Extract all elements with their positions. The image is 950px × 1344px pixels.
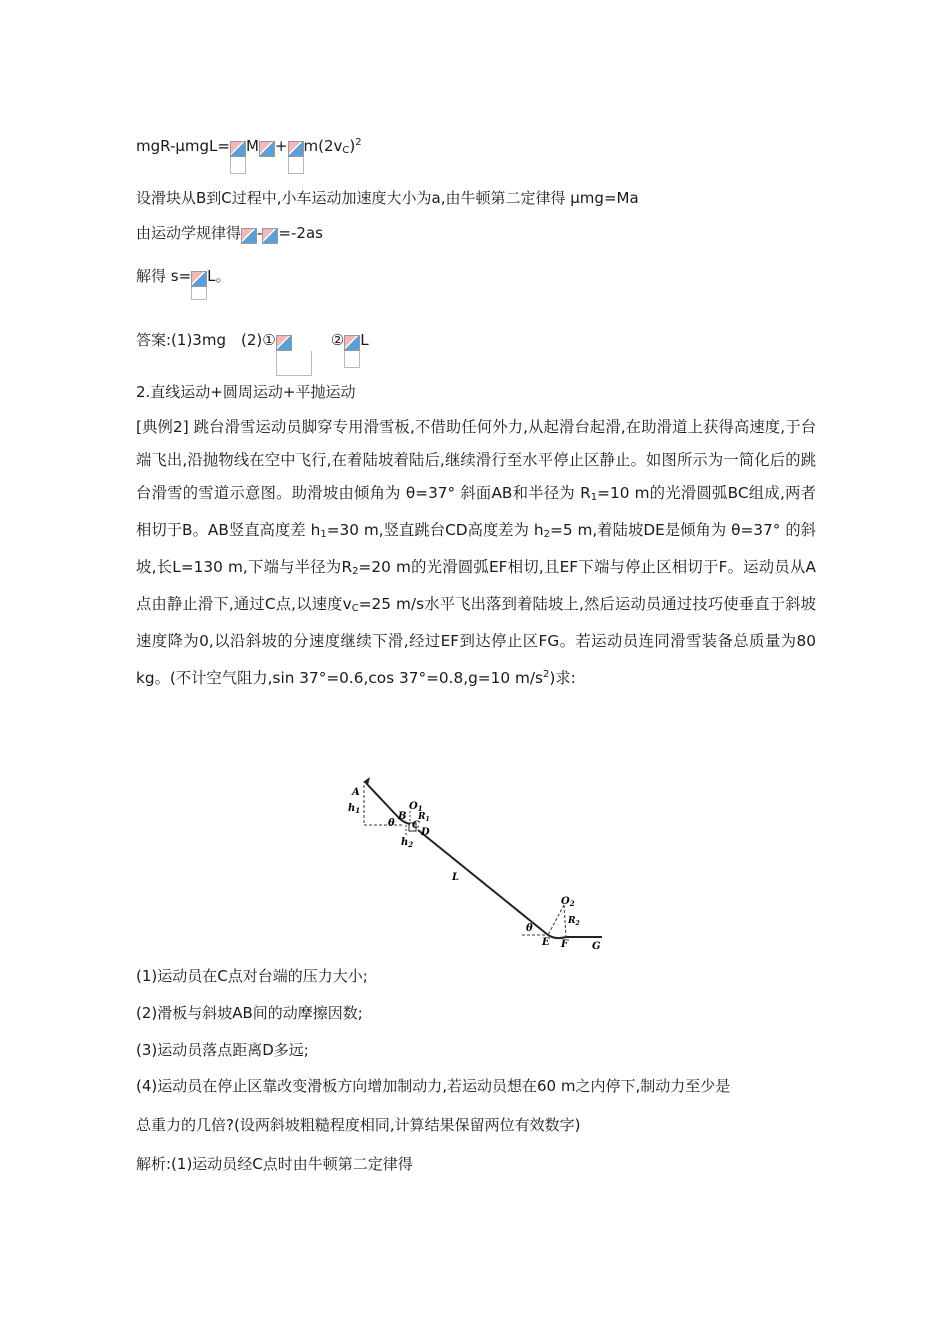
problem-statement: [典例2] 跳台滑雪运动员脚穿专用滑雪板,不借助任何外力,从起滑台起滑,在助滑道上获得高速度,于台端飞出,沿抛物线在空中飞行,在着陆坡着陆后,继续滑行至水平停止区静止。如图所示为一简化后的跳台滑雪的雪道示意图。助滑坡由倾角为 θ=37° 斜面AB和半径为 $R_1=10$ m的光滑圆弧BC组成,两者相切于B。AB竖直高度差 $h_1=30$ m,竖直跳台CD高度差为 $h_2=5$ m,着陆坡DE是倾角为 θ=37° 的斜坡,长L=130 m,下端与半径为$R_2=20$ m的光滑圆弧EF相切,且EF下端与停止区相切于F。运动员从A点由静止滑下,通过C点,以速度$v_C=25$ m/s水平飞出落到着陆坡上,然后运动员通过技巧使垂直于斜坡速度降为0,以沿斜坡的分速度继续下滑,经过EF到达停止区FG。若运动员连同滑雪装备总质量为80 kg。(不计空气阻力,sin 37°=0.6,cos 37°=0.8,g=10 $m/s^2$)求: (136, 418, 816, 687)
label-b: B (398, 811, 407, 822)
label-f: F (561, 939, 569, 950)
formula-image-icon (230, 141, 246, 174)
equation-kinematics: 由运动学规律得 - =-2as (136, 224, 323, 242)
label-l: L (452, 872, 460, 883)
question-4-line-1: (4)运动员在停止区靠改变滑板方向增加制动力,若运动员想在60 m之内停下,制动力至少是 (136, 1077, 731, 1095)
label-o1: $O_1$ (409, 801, 423, 813)
question-4-line-2: 总重力的几倍?(设两斜坡粗糙程度相同,计算结果保留两位有效数字) (136, 1116, 581, 1134)
equation-result: 解得 s= L。 (136, 266, 231, 300)
label-a: A (352, 787, 360, 798)
label-r1: $R_1$ (418, 812, 430, 823)
label-g: G (592, 941, 601, 952)
label-r2: $R_2$ (568, 916, 580, 927)
label-h2: $h_2$ (401, 837, 414, 849)
label-d: D (421, 827, 430, 838)
formula-image-icon (241, 228, 257, 244)
formula-image-icon (262, 228, 278, 244)
formula-image-icon (276, 335, 312, 376)
formula-image-icon (191, 271, 207, 300)
formula-image-icon (288, 141, 304, 174)
text-line-newton: 设滑块从B到C过程中,小车运动加速度大小为a,由牛顿第二定律得 μmg=Ma (136, 189, 639, 207)
label-c: C (412, 820, 420, 831)
solution-start: 解析:(1)运动员经C点时由牛顿第二定律得 (136, 1155, 413, 1173)
slope-de (418, 830, 548, 935)
question-1: (1)运动员在C点对台端的压力大小; (136, 967, 368, 985)
label-o2: $O_2$ (561, 896, 575, 908)
ski-jump-diagram (330, 775, 620, 960)
question-2: (2)滑板与斜坡AB间的动摩擦因数; (136, 1004, 363, 1022)
formula-image-icon (259, 141, 275, 157)
formula-image-icon (344, 335, 360, 368)
label-theta-2: θ (526, 923, 533, 934)
arc-ef (548, 935, 566, 938)
label-theta-1: θ (388, 818, 395, 829)
question-3: (3)运动员落点距离D多远; (136, 1041, 309, 1059)
slope-ab (366, 783, 398, 817)
equation-energy: mgR-μmgL= M + $m(2v_C)^2$ (136, 133, 362, 174)
section-heading: 2.直线运动+圆周运动+平抛运动 (136, 383, 356, 401)
answer-line: 答案:(1)3mg (2)① ② L (136, 330, 369, 376)
label-e: E (542, 937, 550, 948)
label-h1: $h_1$ (348, 803, 361, 815)
